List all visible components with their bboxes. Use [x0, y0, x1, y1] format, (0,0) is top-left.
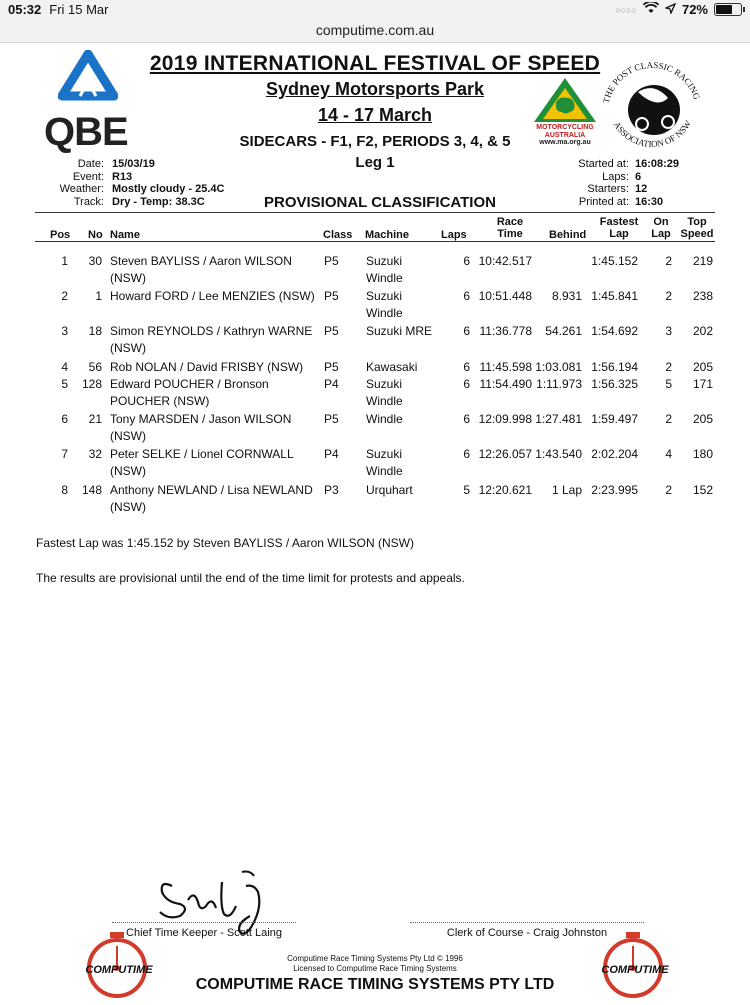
meta-started-label: Started at: — [578, 158, 629, 170]
col-onlap-2: Lap — [651, 228, 671, 240]
row-fastest-lap: 1:56.194 — [591, 360, 638, 374]
meta-right — [574, 158, 679, 208]
computime-logo-left-text: COMPUTIME — [85, 964, 153, 976]
header-rule-bottom — [35, 241, 715, 242]
row-machine-1: Suzuki — [366, 289, 403, 303]
row-pos: 5 — [61, 377, 68, 391]
col-laps: Laps — [441, 229, 467, 241]
row-fastest-lap: 2:23.995 — [591, 483, 638, 497]
col-pos: Pos — [50, 229, 71, 241]
row-laps: 6 — [463, 324, 470, 338]
row-no: 32 — [88, 447, 102, 461]
meta-laps-value: 6 — [635, 170, 642, 183]
row-race-time: 10:51.448 — [478, 289, 532, 303]
col-on-lap — [648, 216, 674, 240]
url-text[interactable]: computime.com.au — [315, 22, 435, 38]
row-machine-1: Windle — [366, 412, 403, 426]
row-top-speed: 219 — [692, 254, 713, 268]
col-race-time — [486, 216, 534, 240]
row-top-speed: 238 — [692, 289, 713, 303]
battery-fill — [716, 5, 732, 14]
row-behind: 1 Lap — [551, 483, 582, 497]
dots-icon: ○○○○ — [615, 4, 637, 15]
row-class: P4 — [324, 377, 339, 391]
row-class: P5 — [324, 254, 339, 268]
row-top-speed: 180 — [692, 447, 713, 461]
row-race-time: 12:09.998 — [478, 412, 532, 426]
row-fastest-lap: 1:45.841 — [591, 289, 638, 303]
meta-weather-value: Mostly cloudy - 25.4C — [112, 183, 225, 195]
meta-left — [34, 158, 224, 208]
fastest-lap-note: Fastest Lap was 1:45.152 by Steven BAYLISS / Aaron WILSON (NSW) — [36, 536, 414, 550]
header-rule-top — [35, 212, 715, 213]
meta-starters-label: Starters: — [587, 183, 629, 195]
row-fastest-lap: 1:56.325 — [591, 377, 638, 391]
row-name-2: (NSW) — [110, 341, 146, 355]
row-machine-2: Windle — [366, 394, 403, 408]
provisional-note: The results are provisional until the end of the time limit for protests and appeals. — [36, 571, 465, 585]
post-classic-top-text: THE POST CLASSIC RACING — [600, 59, 703, 105]
meta-event-value: R13 — [112, 170, 133, 183]
row-behind: 1:03.081 — [535, 360, 582, 374]
row-no: 1 — [95, 289, 102, 303]
col-machine: Machine — [365, 229, 410, 241]
row-fastest-lap: 1:59.497 — [591, 412, 638, 426]
meta-weather-label: Weather: — [59, 183, 104, 195]
computime-logo-right-text: COMPUTIME — [601, 964, 669, 976]
row-name-1: Rob NOLAN / David FRISBY (NSW) — [110, 360, 304, 374]
chief-time-keeper-label: Chief Time Keeper - Scott Laing — [126, 927, 282, 939]
clerk-of-course-label: Clerk of Course - Craig Johnston — [446, 927, 608, 939]
row-race-time: 11:54.490 — [479, 377, 532, 391]
row-top-speed: 205 — [692, 412, 713, 426]
meta-weather — [34, 183, 224, 196]
signature-line-right — [410, 922, 644, 923]
meta-date-value: 15/03/19 — [112, 158, 155, 170]
row-no: 128 — [81, 377, 102, 391]
row-behind: 1:11.973 — [536, 377, 582, 391]
status-bar — [0, 0, 750, 20]
race-name: SIDECARS - F1, F2, PERIODS 3, 4, & 5 — [239, 133, 511, 150]
status-right — [615, 2, 742, 17]
row-name-2: (NSW) — [110, 464, 146, 478]
row-machine-1: Suzuki — [366, 254, 403, 268]
col-fastest-1: Fastest — [599, 216, 639, 228]
row-name-1: Simon REYNOLDS / Kathryn WARNE — [110, 324, 313, 338]
meta-printed-label: Printed at: — [578, 195, 629, 208]
row-class: P3 — [324, 483, 339, 497]
row-no: 148 — [81, 483, 102, 497]
row-name-1: Howard FORD / Lee MENZIES (NSW) — [110, 289, 315, 303]
row-name-1: Edward POUCHER / Bronson — [110, 377, 269, 391]
col-top-1: Top — [687, 216, 707, 228]
col-fastest-2: Lap — [609, 228, 629, 240]
row-name-1: Steven BAYLISS / Aaron WILSON — [110, 254, 292, 268]
meta-started-value: 16:08:29 — [635, 158, 680, 170]
qbe-logo-text: QBE — [44, 110, 128, 154]
motorcycling-australia-text — [528, 124, 602, 147]
row-behind: 8.931 — [551, 289, 582, 303]
post-classic-racing-logo-icon — [596, 52, 708, 164]
col-onlap-1: On — [653, 216, 669, 228]
meta-date — [34, 158, 224, 171]
meta-laps — [574, 171, 679, 184]
row-machine-2: Windle — [366, 271, 403, 285]
meta-printed — [574, 196, 679, 209]
event-title: 2019 INTERNATIONAL FESTIVAL OF SPEED — [149, 52, 601, 75]
meta-track — [34, 196, 224, 209]
classification-title: PROVISIONAL CLASSIFICATION — [264, 194, 496, 211]
wifi-icon — [643, 2, 659, 17]
row-pos: 4 — [61, 360, 68, 374]
row-fastest-lap: 2:02.204 — [591, 447, 638, 461]
battery-percent: 72% — [681, 2, 708, 17]
meta-started — [574, 158, 679, 171]
row-on-lap: 4 — [665, 447, 672, 461]
row-race-time: 12:26.057 — [478, 447, 532, 461]
footer-company: COMPUTIME RACE TIMING SYSTEMS PTY LTD — [195, 976, 555, 993]
row-laps: 5 — [463, 483, 470, 497]
row-laps: 6 — [463, 289, 470, 303]
row-name-1: Tony MARSDEN / Jason WILSON — [110, 412, 292, 426]
footer-copyright: Computime Race Timing Systems Pty Ltd © 1996 — [287, 954, 463, 963]
row-laps: 6 — [463, 377, 470, 391]
row-on-lap: 2 — [665, 289, 672, 303]
meta-event-label: Event: — [72, 170, 104, 183]
row-class: P5 — [324, 360, 339, 374]
motorcycling-australia-logo-icon — [532, 76, 598, 124]
col-behind: Behind — [549, 229, 587, 241]
post-classic-bottom-text: ASSOCIATION OF NSW — [611, 118, 694, 149]
row-race-time: 10:42.517 — [478, 254, 532, 268]
venue: Sydney Motorsports Park — [265, 79, 485, 99]
signature-line-left — [112, 922, 296, 923]
row-class: P5 — [324, 324, 339, 338]
meta-printed-value: 16:30 — [635, 195, 664, 208]
battery-icon — [714, 3, 742, 16]
row-name-2: (NSW) — [110, 271, 146, 285]
row-top-speed: 202 — [692, 324, 713, 338]
row-pos: 6 — [61, 412, 68, 426]
row-machine-2: Windle — [366, 464, 403, 478]
row-on-lap: 2 — [665, 412, 672, 426]
meta-laps-label: Laps: — [602, 170, 629, 183]
row-pos: 1 — [61, 254, 68, 268]
row-race-time: 11:45.598 — [479, 360, 532, 374]
row-name-1: Peter SELKE / Lionel CORNWALL — [110, 447, 294, 461]
results-document — [0, 42, 750, 1000]
row-behind: 1:27.481 — [535, 412, 582, 426]
row-pos: 8 — [61, 483, 68, 497]
row-no: 56 — [88, 360, 102, 374]
row-class: P4 — [324, 447, 339, 461]
ma-line-2: AUSTRALIA — [544, 131, 586, 139]
row-laps: 6 — [463, 447, 470, 461]
row-machine-1: Suzuki — [366, 447, 403, 461]
row-race-time: 12:20.621 — [478, 483, 532, 497]
row-fastest-lap: 1:45.152 — [591, 254, 638, 268]
col-no: No — [88, 229, 103, 241]
row-machine-1: Urquhart — [366, 483, 413, 497]
row-behind: 1:43.540 — [535, 447, 582, 461]
status-date: Fri 15 Mar — [49, 2, 109, 17]
row-top-speed: 171 — [692, 377, 713, 391]
meta-track-value: Dry - Temp: 38.3C — [112, 195, 205, 208]
col-top-2: Speed — [680, 228, 714, 240]
row-pos: 2 — [61, 289, 68, 303]
row-pos: 3 — [61, 324, 68, 338]
status-time-date — [8, 2, 108, 17]
race-dates: 14 - 17 March — [317, 105, 433, 125]
meta-starters-value: 12 — [635, 183, 648, 195]
col-top-speed — [680, 216, 714, 240]
url-bar[interactable] — [0, 20, 750, 43]
row-machine-1: Kawasaki — [366, 360, 418, 374]
status-time: 05:32 — [8, 2, 42, 17]
row-on-lap: 5 — [665, 377, 672, 391]
row-laps: 6 — [463, 254, 470, 268]
ma-line-1: MOTORCYCLING — [536, 124, 594, 131]
col-race-time-1: Race — [496, 216, 524, 228]
row-fastest-lap: 1:54.692 — [591, 324, 638, 338]
location-icon — [665, 2, 676, 17]
row-no: 30 — [88, 254, 102, 268]
meta-date-label: Date: — [77, 158, 104, 170]
meta-event — [34, 171, 224, 184]
row-machine-1: Suzuki MRE — [366, 324, 433, 338]
col-fastest-lap — [594, 216, 644, 240]
row-on-lap: 2 — [665, 483, 672, 497]
meta-track-label: Track: — [73, 195, 104, 208]
row-top-speed: 152 — [692, 483, 713, 497]
row-on-lap: 2 — [665, 254, 672, 268]
row-no: 18 — [88, 324, 102, 338]
row-class: P5 — [324, 412, 339, 426]
row-class: P5 — [324, 289, 339, 303]
row-name-2: (NSW) — [110, 429, 146, 443]
row-machine-1: Suzuki — [366, 377, 403, 391]
leg: Leg 1 — [355, 154, 395, 171]
footer-licensed: Licensed to Computime Race Timing Systems — [293, 964, 457, 973]
row-no: 21 — [88, 412, 102, 426]
row-machine-2: Windle — [366, 306, 403, 320]
row-on-lap: 3 — [665, 324, 672, 338]
row-laps: 6 — [463, 412, 470, 426]
meta-starters — [574, 183, 679, 196]
col-class: Class — [323, 229, 353, 241]
row-behind: 54.261 — [545, 324, 582, 338]
ma-line-3: www.ma.org.au — [539, 139, 591, 146]
row-name-1: Anthony NEWLAND / Lisa NEWLAND — [110, 483, 313, 497]
row-top-speed: 205 — [692, 360, 713, 374]
row-race-time: 11:36.778 — [479, 324, 532, 338]
col-name: Name — [110, 229, 140, 241]
col-race-time-2: Time — [497, 228, 523, 240]
row-pos: 7 — [61, 447, 68, 461]
row-on-lap: 2 — [665, 360, 672, 374]
row-name-2: (NSW) — [110, 500, 146, 514]
row-laps: 6 — [463, 360, 470, 374]
row-name-2: POUCHER (NSW) — [110, 394, 210, 408]
